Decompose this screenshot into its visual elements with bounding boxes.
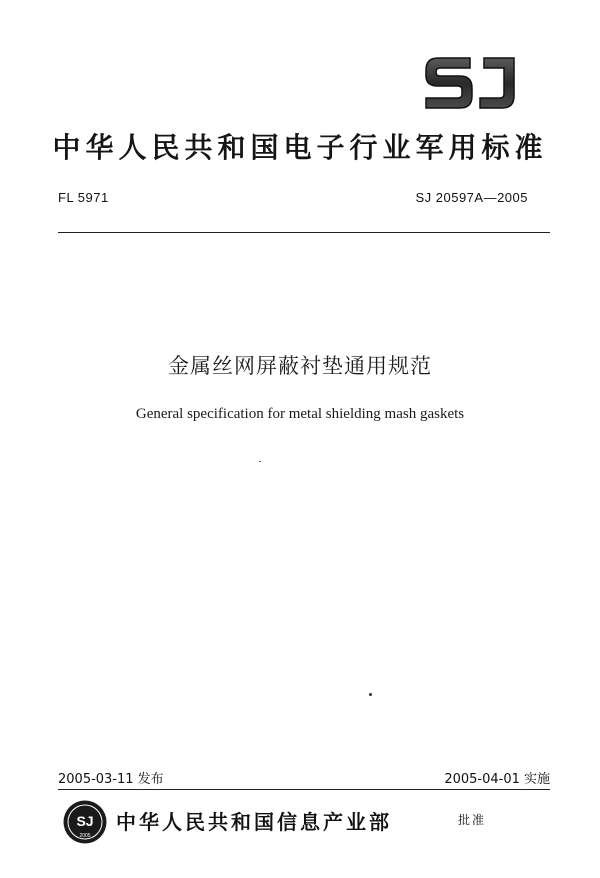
footer-divider (58, 789, 550, 790)
issue-date: 2005-03-11 发布 (58, 772, 164, 787)
classification-code: FL 5971 (58, 190, 109, 205)
header-divider (58, 232, 550, 233)
ministry-seal-icon (62, 799, 108, 845)
svg-text:2005: 2005 (79, 833, 91, 839)
sj-logo (420, 52, 520, 114)
svg-text:SJ: SJ (76, 813, 94, 829)
implementation-date: 2005-04-01 实施 (444, 772, 550, 787)
ministry-name: 中华人民共和国信息产业部 (116, 810, 392, 834)
document-title-chinese: 金属丝网屏蔽衬垫通用规范 (168, 354, 432, 378)
approval-label: 批准 (458, 813, 487, 827)
scan-speck (259, 461, 261, 462)
standard-category-title: 中华人民共和国电子行业军用标准 (52, 131, 548, 164)
scan-speck (369, 693, 372, 696)
standard-number: SJ 20597A—2005 (415, 190, 528, 205)
document-title-english: General specification for metal shielding mash gaskets (135, 406, 465, 422)
